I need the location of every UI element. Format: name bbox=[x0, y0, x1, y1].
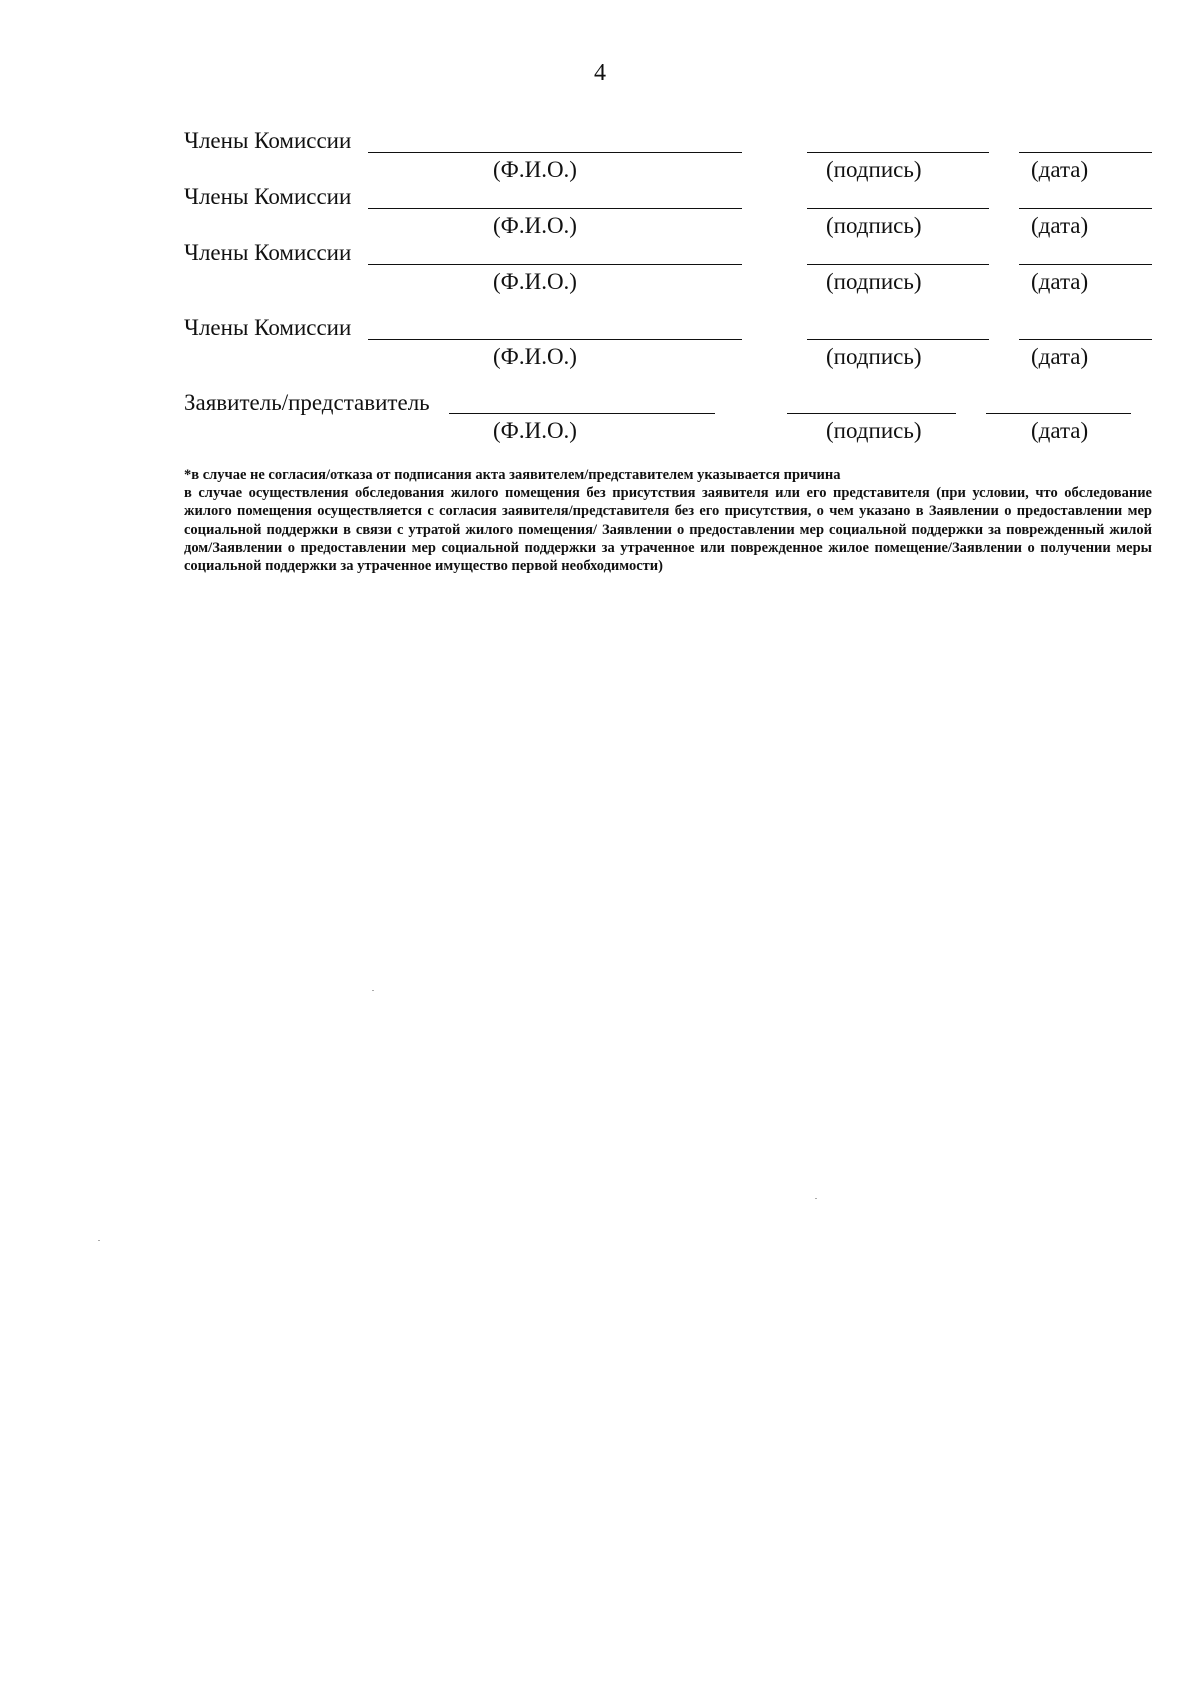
signature-line-applicant[interactable] bbox=[787, 413, 956, 414]
signature-line-2[interactable] bbox=[807, 208, 989, 209]
fio-line-2[interactable] bbox=[368, 208, 742, 209]
page-number: 4 bbox=[594, 60, 606, 86]
date-line-4[interactable] bbox=[1019, 339, 1152, 340]
fio-caption-3: (Ф.И.О.) bbox=[493, 269, 577, 294]
signature-caption-applicant: (подпись) bbox=[826, 418, 922, 443]
date-caption-1: (дата) bbox=[1031, 157, 1089, 182]
signature-caption-2: (подпись) bbox=[826, 213, 922, 238]
date-line-3[interactable] bbox=[1019, 264, 1152, 265]
date-caption-applicant: (дата) bbox=[1031, 418, 1089, 443]
footnotes bbox=[184, 466, 1152, 575]
date-caption-2: (дата) bbox=[1031, 213, 1089, 238]
signature-line-4[interactable] bbox=[807, 339, 989, 340]
signature-caption-1: (подпись) bbox=[826, 157, 922, 182]
footnote-refusal-reason: *в случае не согласия/отказа от подписания акта заявителем/представителем указывается причина bbox=[184, 467, 841, 483]
row-label-commission-member-3: Члены Комиссии bbox=[184, 240, 352, 265]
date-line-2[interactable] bbox=[1019, 208, 1152, 209]
scan-speck bbox=[815, 1198, 817, 1199]
row-label-commission-member-4: Члены Комиссии bbox=[184, 315, 352, 340]
fio-line-4[interactable] bbox=[368, 339, 742, 340]
footnote-inspection-without-applicant: в случае осуществления обследования жилого помещения без присутствия заявителя или его представителя (при условии, что обследование жилого помещения осуществляется с согласия заявителя/представителя без его присутствия, о чем указано в Заявлении о предоставлении мер социальной поддержки в связи с утратой жилого помещения/ Заявлении о предоставлении мер социальной поддержки за поврежденный жилой дом/Заявлении о предоставлении мер социальной поддержки за утраченное или поврежденное жилое помещение/Заявлении о получении меры социальной поддержки за утраченное имущество первой необходимости) bbox=[184, 485, 1152, 575]
fio-caption-1: (Ф.И.О.) bbox=[493, 157, 577, 182]
row-label-commission-member-2: Члены Комиссии bbox=[184, 184, 352, 209]
fio-caption-4: (Ф.И.О.) bbox=[493, 344, 577, 369]
signature-line-3[interactable] bbox=[807, 264, 989, 265]
scan-speck bbox=[372, 990, 374, 991]
signature-caption-4: (подпись) bbox=[826, 344, 922, 369]
date-caption-3: (дата) bbox=[1031, 269, 1089, 294]
fio-caption-applicant: (Ф.И.О.) bbox=[493, 418, 577, 443]
fio-line-applicant[interactable] bbox=[449, 413, 715, 414]
row-label-commission-member-1: Члены Комиссии bbox=[184, 128, 352, 153]
date-line-1[interactable] bbox=[1019, 152, 1152, 153]
date-caption-4: (дата) bbox=[1031, 344, 1089, 369]
fio-line-3[interactable] bbox=[368, 264, 742, 265]
signature-caption-3: (подпись) bbox=[826, 269, 922, 294]
fio-line-1[interactable] bbox=[368, 152, 742, 153]
row-label-applicant: Заявитель/представитель bbox=[184, 390, 430, 415]
scan-speck bbox=[98, 1240, 100, 1241]
date-line-applicant[interactable] bbox=[986, 413, 1131, 414]
signature-line-1[interactable] bbox=[807, 152, 989, 153]
fio-caption-2: (Ф.И.О.) bbox=[493, 213, 577, 238]
